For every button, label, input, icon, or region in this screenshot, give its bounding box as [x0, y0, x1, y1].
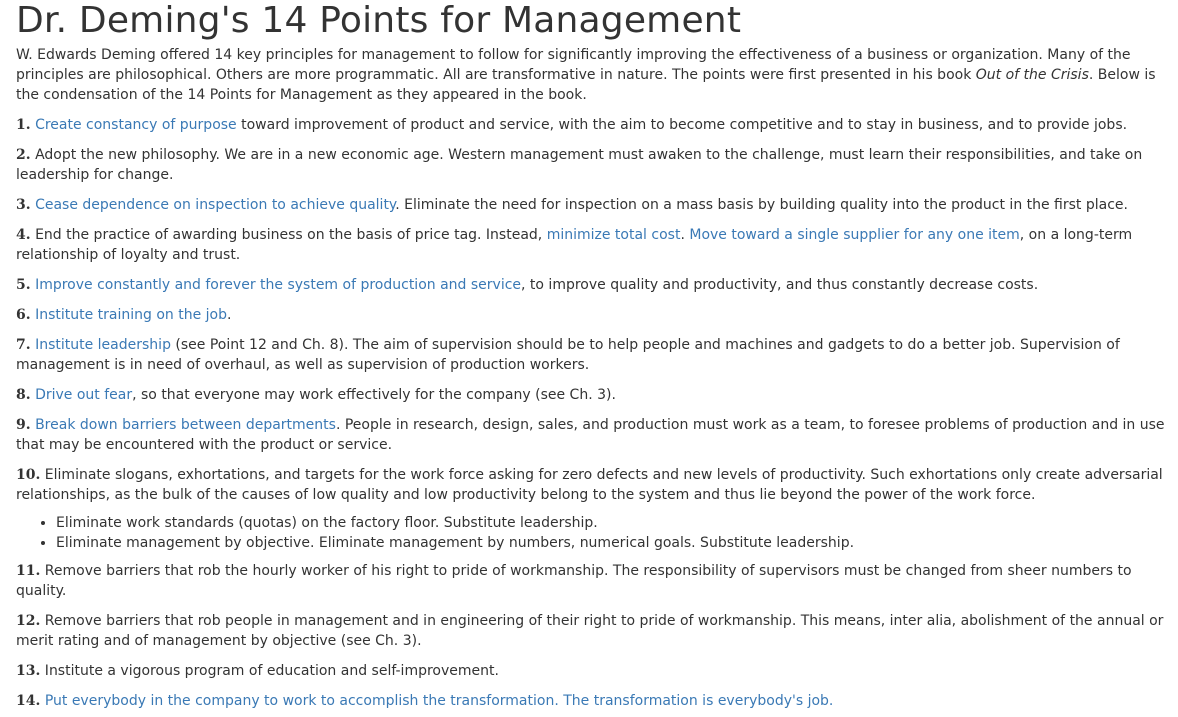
intro-paragraph: [16, 45, 1178, 105]
list-item: • Eliminate management by objective. Eliminate management by numbers, numerical goals. Substitute leadership.: [56, 533, 1178, 553]
point-number: 5.: [16, 277, 31, 293]
point-text: , so that everyone may work effectively for the company (see Ch. 3).: [132, 387, 616, 403]
point-10-bullets: [16, 513, 1178, 553]
point-text: , on a long-term relationship of loyalty and trust.: [16, 227, 1133, 263]
point-8: [16, 385, 1178, 405]
point-4: [16, 225, 1178, 265]
point-text: (see Point 12 and Ch. 8). The aim of supervision should be to help people and machines and gadgets to do a better job. Supervision of management is in need of overhaul, as well as supervision of production workers.: [16, 337, 1120, 373]
point-10: [16, 465, 1178, 505]
point-5: [16, 275, 1178, 295]
list-item: • Eliminate work standards (quotas) on the factory floor. Substitute leadership.: [56, 513, 1178, 533]
point-13: [16, 661, 1178, 681]
point-number: 3.: [16, 197, 31, 213]
point-number: 7.: [16, 337, 31, 353]
point-text: Institute a vigorous program of education and self-improvement.: [40, 663, 499, 679]
point-number: 8.: [16, 387, 31, 403]
point-3: [16, 195, 1178, 215]
point-number: 9.: [16, 417, 31, 433]
link-institute-leadership[interactable]: Institute leadership: [35, 337, 171, 353]
point-7: [16, 335, 1178, 375]
point-text: toward improvement of product and service, with the aim to become competitive and to stay in business, and to provide jobs.: [236, 117, 1128, 133]
point-number: 6.: [16, 307, 31, 323]
link-put-everybody-to-work[interactable]: Put everybody in the company to work to accomplish the transformation. The transformation is everybody's job.: [44, 693, 834, 709]
point-text: Adopt the new philosophy. We are in a new economic age. Western management must awaken to the challenge, must learn their responsibilities, and take on leadership for change.: [16, 147, 1143, 183]
point-number: 2.: [16, 147, 31, 163]
point-number: 1.: [16, 117, 31, 133]
point-text: .: [680, 227, 690, 243]
point-text: . Eliminate the need for inspection on a mass basis by building quality into the product in the first place.: [395, 197, 1128, 213]
link-drive-out-fear[interactable]: Drive out fear: [35, 387, 133, 403]
point-text: Remove barriers that rob people in management and in engineering of their right to pride of workmanship. This means, inter alia, abolishment of the annual or merit rating and of management by objective (see Ch. 3).: [16, 613, 1164, 649]
point-text: Eliminate slogans, exhortations, and targets for the work force asking for zero defects and new levels of productivity. Such exhortations only create adversarial relationships, as the bulk of the causes of low quality and low productivity belong to the system and thus lie beyond the power of the work force.: [16, 467, 1163, 503]
point-text: .: [227, 307, 232, 323]
link-cease-dependence-on-inspection[interactable]: Cease dependence on inspection to achieve quality: [35, 197, 396, 213]
point-9: [16, 415, 1178, 455]
point-text: , to improve quality and productivity, and thus constantly decrease costs.: [521, 277, 1039, 293]
point-number: 4.: [16, 227, 31, 243]
link-institute-training[interactable]: Institute training on the job: [35, 307, 228, 323]
intro-text-end: . Below is the condensation of the 14 Points for Management as they appeared in the book.: [16, 67, 1156, 103]
link-constancy-of-purpose[interactable]: Create constancy of purpose: [35, 117, 237, 133]
point-number: 11.: [16, 563, 41, 579]
point-text: Remove barriers that rob the hourly worker of his right to pride of workmanship. The responsibility of supervisors must be changed from sheer numbers to quality.: [16, 563, 1132, 599]
point-14: [16, 691, 1178, 711]
link-single-supplier[interactable]: Move toward a single supplier for any one item: [689, 227, 1020, 243]
intro-text: W. Edwards Deming offered 14 key principles for management to follow for significantly improving the effectiveness of a business or organization. Many of the principles are philosophical. Others are more programmatic. All are transformative in nature. The points were first presented in his book: [16, 47, 1131, 83]
point-text: . People in research, design, sales, and production must work as a team, to foresee problems of production and in use that may be encountered with the product or service.: [16, 417, 1165, 453]
book-title: Out of the Crisis: [975, 67, 1089, 83]
point-number: 13.: [16, 663, 41, 679]
point-number: 14.: [16, 693, 41, 709]
point-6: [16, 305, 1178, 325]
point-12: [16, 611, 1178, 651]
point-number: 10.: [16, 467, 41, 483]
point-2: [16, 145, 1178, 185]
point-number: 12.: [16, 613, 41, 629]
point-11: [16, 561, 1178, 601]
link-improve-constantly[interactable]: Improve constantly and forever the system of production and service: [35, 277, 522, 293]
page-title: Dr. Deming's 14 Points for Management: [16, 0, 742, 41]
link-break-down-barriers[interactable]: Break down barriers between departments: [35, 417, 336, 433]
point-text: End the practice of awarding business on the basis of price tag. Instead,: [30, 227, 547, 243]
link-minimize-total-cost[interactable]: minimize total cost: [546, 227, 681, 243]
point-1: [16, 115, 1178, 135]
